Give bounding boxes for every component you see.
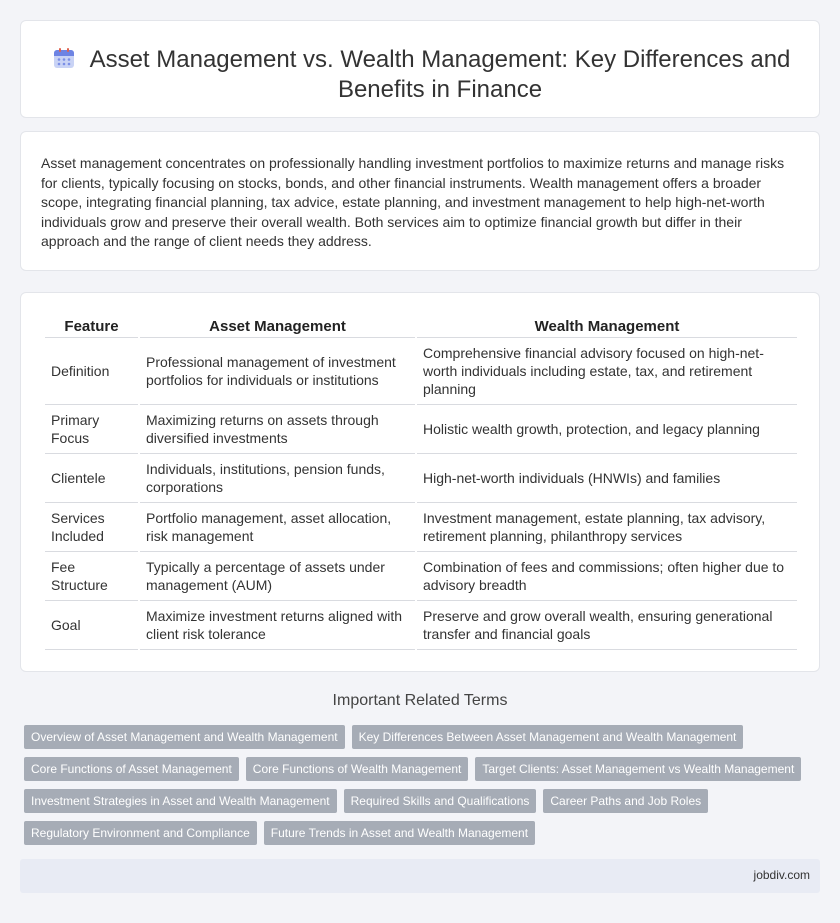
- cell-asset: Individuals, institutions, pension funds, corporations: [140, 454, 415, 503]
- table-row: [45, 503, 797, 552]
- related-term-link[interactable]: Core Functions of Wealth Management: [246, 757, 469, 781]
- table-row: [45, 405, 797, 454]
- page-title: Asset Management vs. Wealth Management: Key Differences and Benefits in Finance: [89, 46, 791, 103]
- cell-asset: Maximizing returns on assets through diversified investments: [140, 405, 415, 454]
- related-term-link[interactable]: Future Trends in Asset and Wealth Management: [264, 821, 535, 845]
- comparison-table: [43, 313, 799, 650]
- cell-asset: Professional management of investment portfolios for individuals or institutions: [140, 338, 415, 405]
- header-feature: Feature: [45, 313, 138, 338]
- table-row: [45, 338, 797, 405]
- table-row: [45, 552, 797, 601]
- table-row: [45, 601, 797, 650]
- tag-row: [24, 789, 824, 813]
- tag-row: [24, 757, 824, 781]
- cell-asset: Portfolio management, asset allocation, risk management: [140, 503, 415, 552]
- intro-card: [20, 131, 820, 271]
- cell-feature: Definition: [45, 338, 138, 405]
- header-wealth-management: Wealth Management: [417, 313, 797, 338]
- related-term-link[interactable]: Regulatory Environment and Compliance: [24, 821, 257, 845]
- tag-row: [24, 821, 824, 845]
- comparison-table-card: [20, 292, 820, 672]
- header-asset-management: Asset Management: [140, 313, 415, 338]
- tag-row: [24, 725, 824, 749]
- related-term-link[interactable]: Required Skills and Qualifications: [344, 789, 537, 813]
- related-term-link[interactable]: Overview of Asset Management and Wealth Management: [24, 725, 345, 749]
- cell-wealth: High-net-worth individuals (HNWIs) and families: [417, 454, 797, 503]
- related-term-link[interactable]: Career Paths and Job Roles: [543, 789, 708, 813]
- calendar-icon: [53, 47, 75, 69]
- related-terms-title: Important Related Terms: [332, 692, 508, 709]
- cell-wealth: Preserve and grow overall wealth, ensuring generational transfer and financial goals: [417, 601, 797, 650]
- related-terms-list: [24, 725, 824, 853]
- cell-wealth: Combination of fees and commissions; often higher due to advisory breadth: [417, 552, 797, 601]
- related-term-link[interactable]: Core Functions of Asset Management: [24, 757, 239, 781]
- footer: [20, 859, 820, 893]
- cell-feature: Primary Focus: [45, 405, 138, 454]
- intro-paragraph: Asset management concentrates on professionally handling investment portfolios to maximize returns and manage risks for clients, typically focusing on stocks, bonds, and other financial instruments. Wealth management offers a broader scope, integrating financial planning, tax advice, estate planning, and investment management to help high-net-worth individuals grow and preserve their overall wealth. Both services aim to optimize financial growth but differ in their approach and the range of client needs they address.: [41, 155, 785, 249]
- cell-feature: Clientele: [45, 454, 138, 503]
- related-term-link[interactable]: Key Differences Between Asset Management and Wealth Management: [352, 725, 744, 749]
- cell-feature: Goal: [45, 601, 138, 650]
- cell-asset: Maximize investment returns aligned with client risk tolerance: [140, 601, 415, 650]
- footer-site[interactable]: jobdiv.com: [753, 868, 810, 882]
- related-term-link[interactable]: Target Clients: Asset Management vs Wealth Management: [475, 757, 801, 781]
- related-term-link[interactable]: Investment Strategies in Asset and Wealth Management: [24, 789, 337, 813]
- cell-feature: Services Included: [45, 503, 138, 552]
- table-row: [45, 454, 797, 503]
- cell-wealth: Holistic wealth growth, protection, and legacy planning: [417, 405, 797, 454]
- cell-asset: Typically a percentage of assets under management (AUM): [140, 552, 415, 601]
- cell-feature: Fee Structure: [45, 552, 138, 601]
- cell-wealth: Investment management, estate planning, tax advisory, retirement planning, philanthropy services: [417, 503, 797, 552]
- table-header-row: [45, 313, 797, 338]
- cell-wealth: Comprehensive financial advisory focused on high-net-worth individuals including estate, tax, and retirement planning: [417, 338, 797, 405]
- header-card: [20, 20, 820, 118]
